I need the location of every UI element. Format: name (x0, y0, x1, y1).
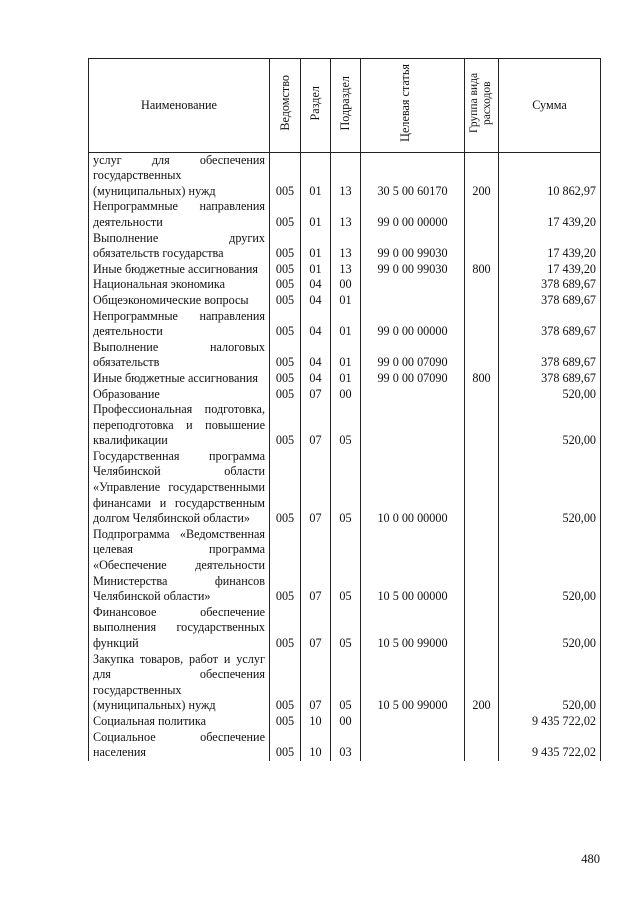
budget-page (88, 58, 600, 761)
row-razdel: 07 (301, 527, 331, 605)
row-summa: 520,00 (499, 605, 601, 652)
row-celevaya: 10 0 00 00000 (361, 449, 465, 527)
table-row (89, 340, 601, 371)
row-vedomstvo: 005 (270, 527, 301, 605)
row-podrazdel: 13 (331, 262, 361, 278)
table-row (89, 714, 601, 730)
header-razdel: Раздел (301, 59, 331, 153)
row-razdel: 04 (301, 309, 331, 340)
row-name: Иные бюджетные ассигнования (89, 371, 270, 387)
row-vedomstvo: 005 (270, 714, 301, 730)
row-podrazdel: 05 (331, 402, 361, 449)
row-name: Непрограммные направления деятельности (89, 199, 270, 230)
row-name: Социальное обеспечение населения (89, 730, 270, 761)
row-name: услуг для обеспечения государственных (муниципальных) нужд (89, 152, 270, 199)
row-name: Закупка товаров, работ и услуг для обеспечения государственных (муниципальных) нужд (89, 652, 270, 714)
table-row (89, 527, 601, 605)
row-gruppa (465, 309, 499, 340)
row-summa: 9 435 722,02 (499, 714, 601, 730)
row-razdel: 07 (301, 605, 331, 652)
row-razdel: 01 (301, 152, 331, 199)
row-razdel: 01 (301, 262, 331, 278)
row-vedomstvo: 005 (270, 605, 301, 652)
row-gruppa (465, 449, 499, 527)
table-row (89, 652, 601, 714)
table-row (89, 309, 601, 340)
table-row (89, 605, 601, 652)
row-podrazdel: 00 (331, 714, 361, 730)
row-gruppa (465, 730, 499, 761)
row-podrazdel: 01 (331, 293, 361, 309)
row-podrazdel: 05 (331, 527, 361, 605)
table-row (89, 152, 601, 199)
row-vedomstvo: 005 (270, 231, 301, 262)
table-row (89, 231, 601, 262)
row-name: Выполнение налоговых обязательств (89, 340, 270, 371)
row-podrazdel: 01 (331, 340, 361, 371)
budget-table (88, 58, 601, 761)
row-name: Непрограммные направления деятельности (89, 309, 270, 340)
row-summa: 378 689,67 (499, 371, 601, 387)
row-podrazdel: 01 (331, 309, 361, 340)
row-summa: 520,00 (499, 402, 601, 449)
row-vedomstvo: 005 (270, 402, 301, 449)
row-vedomstvo: 005 (270, 340, 301, 371)
row-name: Иные бюджетные ассигнования (89, 262, 270, 278)
row-celevaya: 99 0 00 07090 (361, 371, 465, 387)
row-name: Профессиональная подготовка, переподготовка и повышение квалификации (89, 402, 270, 449)
row-podrazdel: 13 (331, 152, 361, 199)
table-body (89, 152, 601, 761)
row-summa: 10 862,97 (499, 152, 601, 199)
row-celevaya (361, 730, 465, 761)
row-summa: 520,00 (499, 527, 601, 605)
row-podrazdel: 00 (331, 277, 361, 293)
row-podrazdel: 00 (331, 387, 361, 403)
row-razdel: 07 (301, 652, 331, 714)
row-celevaya: 10 5 00 99000 (361, 652, 465, 714)
row-celevaya (361, 402, 465, 449)
row-summa: 378 689,67 (499, 309, 601, 340)
row-summa: 520,00 (499, 652, 601, 714)
row-vedomstvo: 005 (270, 309, 301, 340)
row-razdel: 04 (301, 277, 331, 293)
row-gruppa (465, 340, 499, 371)
row-razdel: 01 (301, 231, 331, 262)
table-row (89, 402, 601, 449)
row-podrazdel: 13 (331, 199, 361, 230)
table-row (89, 730, 601, 761)
row-celevaya: 10 5 00 99000 (361, 605, 465, 652)
row-celevaya: 10 5 00 00000 (361, 527, 465, 605)
row-gruppa: 800 (465, 371, 499, 387)
row-summa: 17 439,20 (499, 262, 601, 278)
row-gruppa (465, 527, 499, 605)
row-vedomstvo: 005 (270, 152, 301, 199)
row-summa: 378 689,67 (499, 293, 601, 309)
row-gruppa (465, 277, 499, 293)
row-summa: 378 689,67 (499, 340, 601, 371)
row-celevaya (361, 293, 465, 309)
row-celevaya: 99 0 00 99030 (361, 262, 465, 278)
page-number: 480 (581, 852, 600, 866)
row-name: Общеэкономические вопросы (89, 293, 270, 309)
row-gruppa (465, 199, 499, 230)
table-row (89, 262, 601, 278)
row-name: Образование (89, 387, 270, 403)
row-podrazdel: 13 (331, 231, 361, 262)
row-razdel: 07 (301, 402, 331, 449)
row-vedomstvo: 005 (270, 262, 301, 278)
row-razdel: 04 (301, 293, 331, 309)
table-row (89, 387, 601, 403)
row-razdel: 07 (301, 449, 331, 527)
table-row (89, 277, 601, 293)
row-razdel: 10 (301, 730, 331, 761)
header-gruppa: Группа вида расходов (465, 59, 499, 153)
header-summa: Сумма (499, 59, 601, 153)
table-row (89, 449, 601, 527)
row-celevaya: 99 0 00 00000 (361, 309, 465, 340)
row-podrazdel: 01 (331, 371, 361, 387)
row-razdel: 01 (301, 199, 331, 230)
table-row (89, 371, 601, 387)
row-podrazdel: 03 (331, 730, 361, 761)
row-vedomstvo: 005 (270, 387, 301, 403)
row-name: Государственная программа Челябинской области «Управление государственными финансами и государственным долгом Челябинской области» (89, 449, 270, 527)
row-celevaya: 99 0 00 07090 (361, 340, 465, 371)
row-gruppa (465, 714, 499, 730)
row-summa: 9 435 722,02 (499, 730, 601, 761)
row-razdel: 04 (301, 371, 331, 387)
row-podrazdel: 05 (331, 449, 361, 527)
row-gruppa (465, 231, 499, 262)
row-celevaya: 99 0 00 00000 (361, 199, 465, 230)
row-podrazdel: 05 (331, 605, 361, 652)
row-razdel: 07 (301, 387, 331, 403)
row-summa: 378 689,67 (499, 277, 601, 293)
row-gruppa (465, 605, 499, 652)
row-vedomstvo: 005 (270, 730, 301, 761)
row-gruppa (465, 387, 499, 403)
row-vedomstvo: 005 (270, 652, 301, 714)
row-summa: 17 439,20 (499, 199, 601, 230)
row-name: Социальная политика (89, 714, 270, 730)
header-name: Наименование (89, 59, 270, 153)
header-podrazdel: Подраздел (331, 59, 361, 153)
row-celevaya: 99 0 00 99030 (361, 231, 465, 262)
row-vedomstvo: 005 (270, 277, 301, 293)
row-vedomstvo: 005 (270, 199, 301, 230)
row-name: Подпрограмма «Ведомственная целевая программа «Обеспечение деятельности Министерства финансов Челябинской области» (89, 527, 270, 605)
table-header-row (89, 59, 601, 153)
table-row (89, 199, 601, 230)
row-name: Национальная экономика (89, 277, 270, 293)
row-summa: 17 439,20 (499, 231, 601, 262)
row-gruppa (465, 293, 499, 309)
header-vedomstvo: Ведомство (270, 59, 301, 153)
table-row (89, 293, 601, 309)
row-celevaya (361, 387, 465, 403)
row-razdel: 04 (301, 340, 331, 371)
row-summa: 520,00 (499, 387, 601, 403)
row-razdel: 10 (301, 714, 331, 730)
row-celevaya: 30 5 00 60170 (361, 152, 465, 199)
row-celevaya (361, 714, 465, 730)
row-vedomstvo: 005 (270, 371, 301, 387)
row-gruppa: 800 (465, 262, 499, 278)
row-podrazdel: 05 (331, 652, 361, 714)
row-gruppa: 200 (465, 652, 499, 714)
row-vedomstvo: 005 (270, 293, 301, 309)
row-gruppa (465, 402, 499, 449)
row-celevaya (361, 277, 465, 293)
row-gruppa: 200 (465, 152, 499, 199)
row-name: Финансовое обеспечение выполнения государственных функций (89, 605, 270, 652)
row-summa: 520,00 (499, 449, 601, 527)
row-name: Выполнение других обязательств государства (89, 231, 270, 262)
header-celevaya: Целевая статья (361, 59, 465, 153)
row-vedomstvo: 005 (270, 449, 301, 527)
